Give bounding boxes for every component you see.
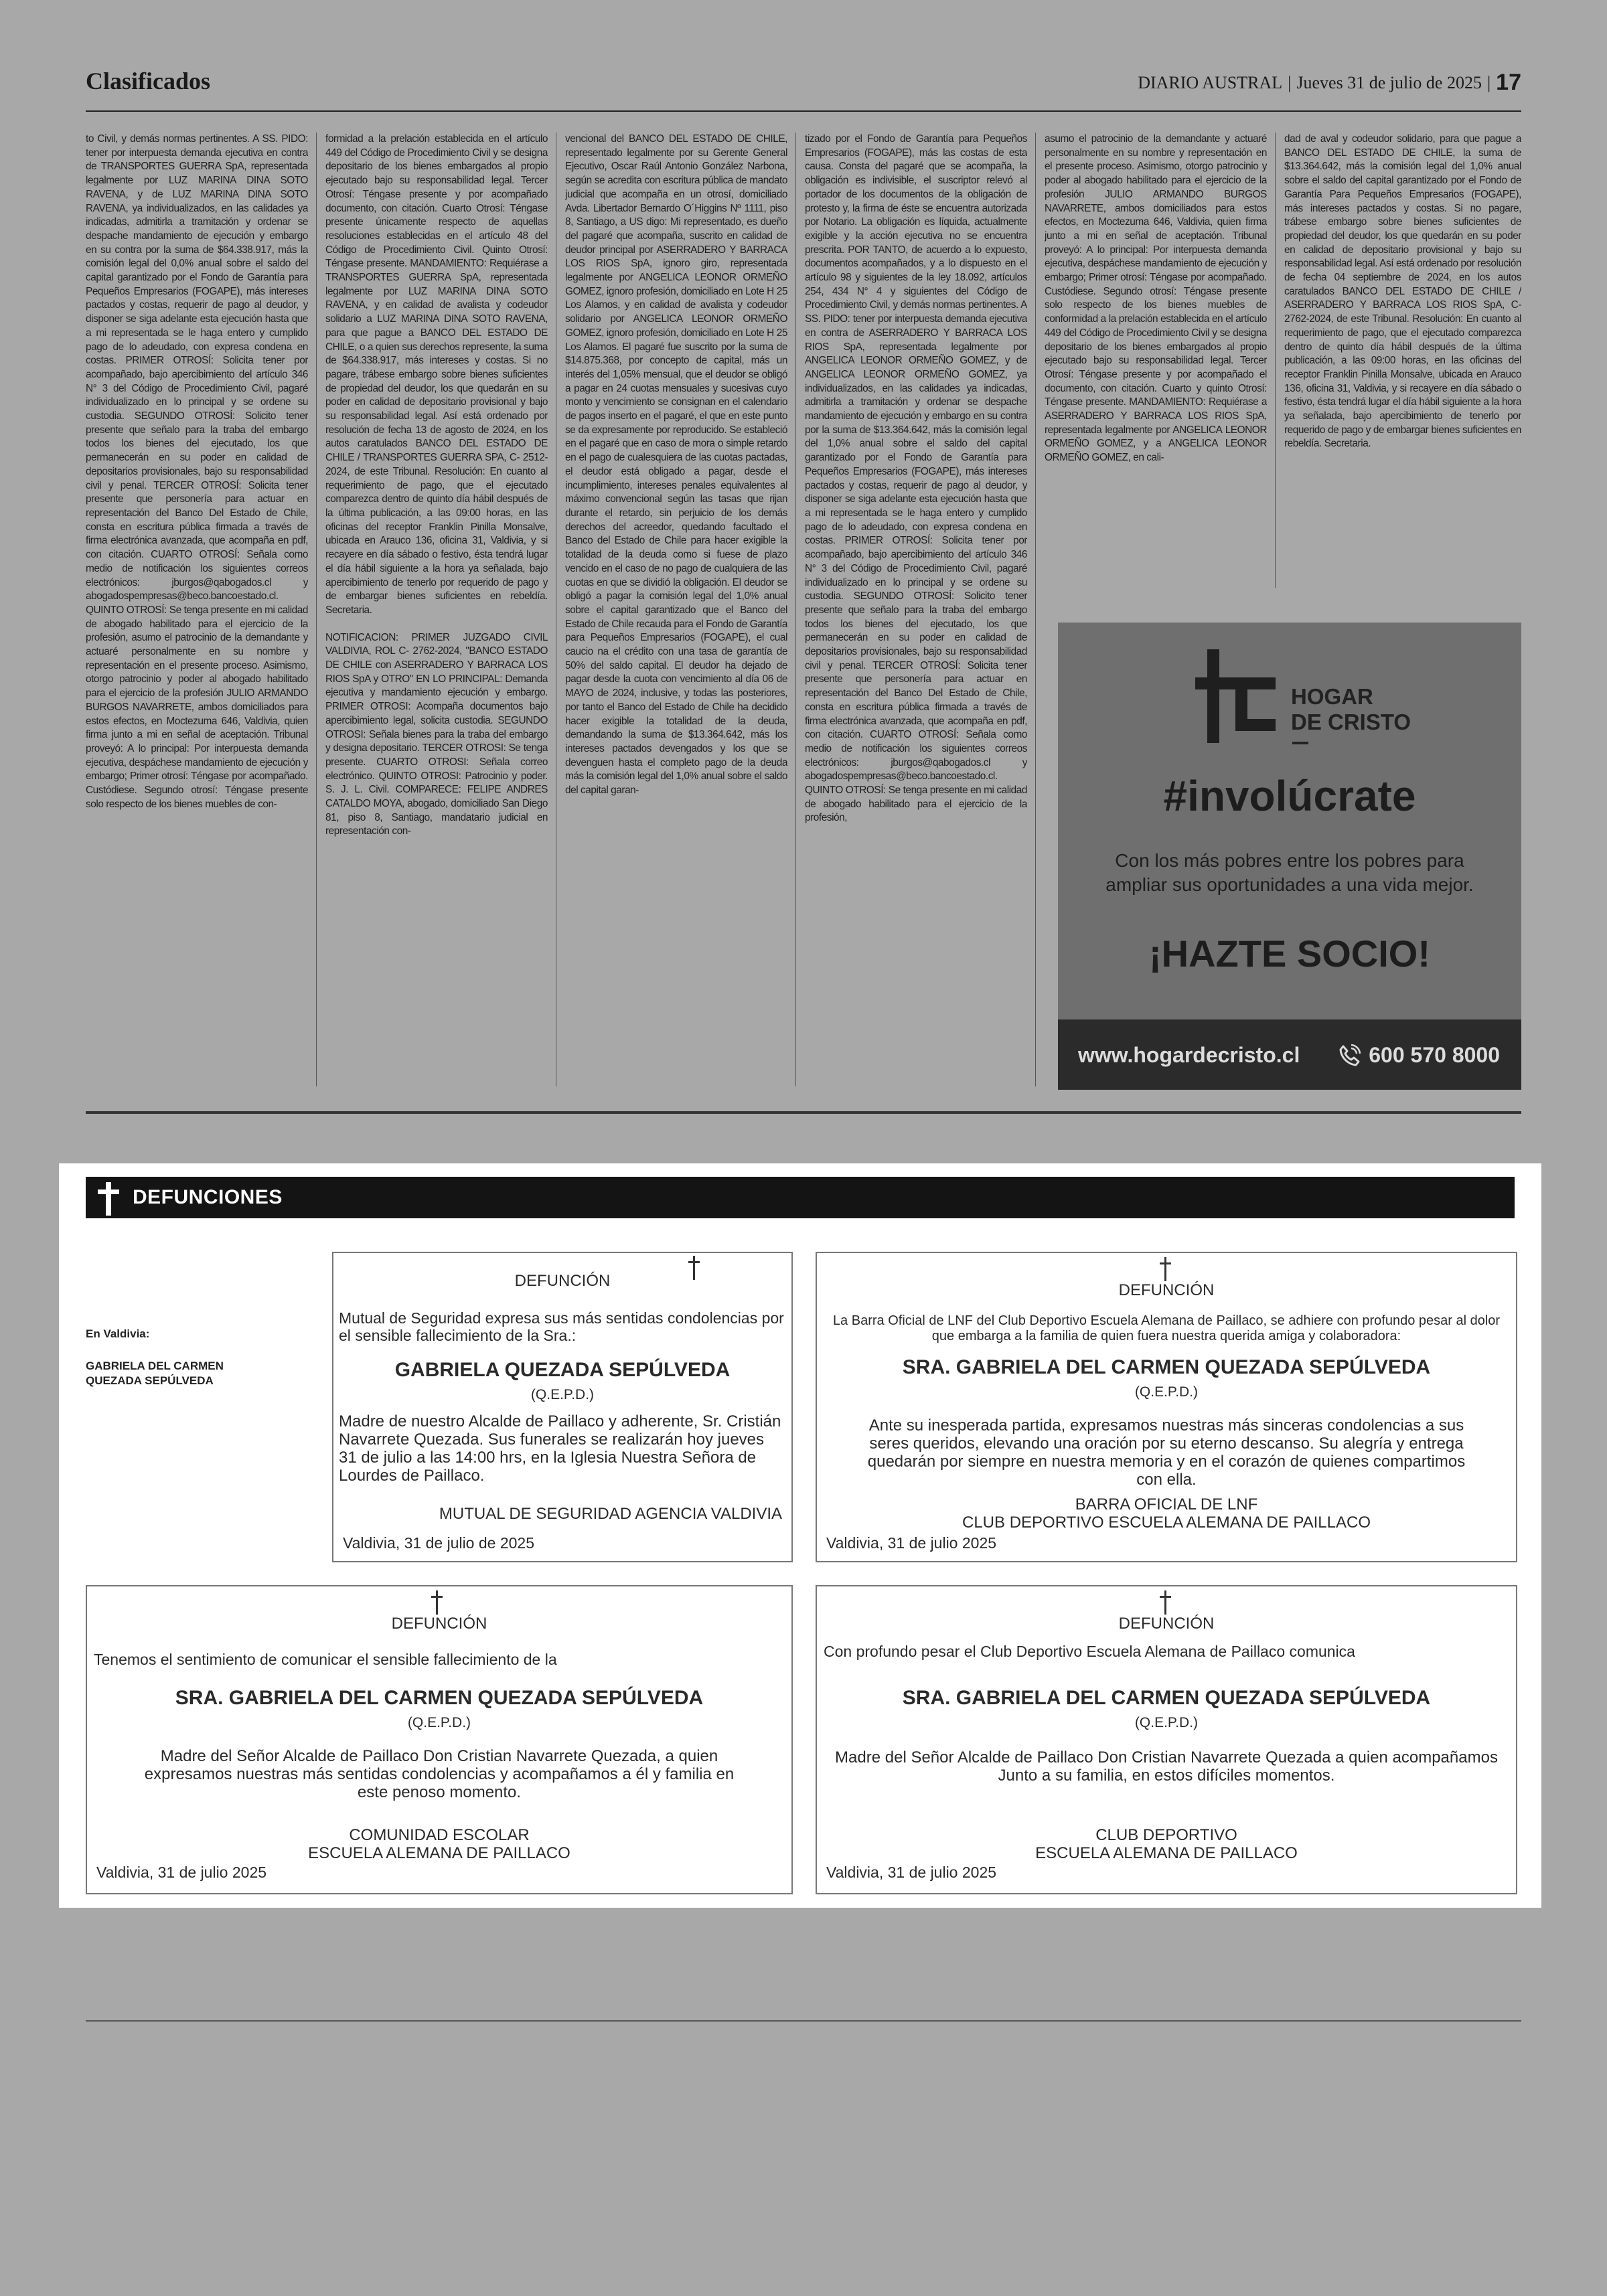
phone-icon <box>1338 1044 1361 1067</box>
card-signature: CLUB DEPORTIVO ESCUELA ALEMANA DE PAILLACO <box>1035 1826 1298 1862</box>
classified-text: asumo el patrocinio de la demandante y actuaré personalmente en su nombre y representación en el presente proceso. Asimismo, otorgo patrocinio y poder al abogado habilitado para el ejercicio de la profesión JULIO ARMANDO BURGOS NAVARRETE, ambos domiciliados para estos efectos, en Moctezuma 646, Valdivia, quien firma junto a mi en señal de aceptación. Tribunal proveyó: A lo principal: Por interpuesta demanda ejecutiva, despáchese mandamiento de ejecución y embargo; Primer otrosí: Téngase por acompañado. Custódiese. Segundo otrosí: Téngase presente solo respecto de los bienes muebles de conformidad a la prelación establecida en el artículo 449 del Código de Procedimiento Civil y se designa depositario de los bienes embargados al propio ejecutado bajo su responsabilidad legal. Tercer Otrosí: Téngase presente y por acompañado el documento, con citación. Cuarto y quinto Otrosí: Téngase presente. MANDAMIENTO: Requiérase a ASERRADERO Y BARRACA LOS RIOS SpA, representada legalmente por ANGELICA LEONOR ORMEÑO GOMEZ, y a ANGELICA LEONOR ORMEÑO GOMEZ, en cali- <box>1045 133 1267 464</box>
obituaries-title: DEFUNCIONES <box>133 1186 283 1208</box>
ad-brand: HOGAR DE CRISTO <box>1291 684 1411 734</box>
card-heading: DEFUNCIÓN <box>391 1615 487 1633</box>
classified-column-6 <box>1284 133 1521 594</box>
column-divider <box>316 133 317 1086</box>
cross-icon <box>95 1181 122 1216</box>
card-date: Valdivia, 31 de julio 2025 <box>96 1864 267 1881</box>
card-intro: La Barra Oficial de LNF del Club Deportivo Escuela Alemana de Paillaco, se adhiere con profundo pesar al dolor que embarga a la familia de quien fuera nuestra querida amiga y colaboradora: <box>832 1313 1501 1343</box>
classified-notice: NOTIFICACION: PRIMER JUZGADO CIVIL VALDIVIA, ROL C- 2762-2024, "BANCO ESTADO DE CHILE con ASERRADERO Y BARRACA LOS RIOS SpA y OTRO" EN LO PRINCIPAL: Demanda ejecutiva y mandamiento ejecución y embargo. PRIMER OTROSI: Acompaña documentos bajo apercibimiento legal, solicita custodia. SEGUNDO OTROSI: Señala bienes para la traba del embargo y designa depositario. TERCER OTROSI: Se tenga presente. CUARTO OTROSI: Señala correo electrónico. QUINTO OTROSI: Patrocinio y poder. S. J. L. Civil. COMPARECE: FELIPE ANDRES CATALDO MOYA, abogado, domiciliado San Diego 81, piso 8, Santiago, mandatario judicial en representación con- <box>325 631 548 837</box>
card-signature: COMUNIDAD ESCOLAR ESCUELA ALEMANA DE PAILLACO <box>308 1826 570 1862</box>
column-divider <box>1275 133 1276 588</box>
obituary-card-comunidad-escolar <box>86 1585 793 1894</box>
ad-website-link[interactable]: www.hogardecristo.cl <box>1078 1043 1300 1067</box>
ad-tagline: Con los más pobres entre los pobres para ampliar sus oportunidades a una vida mejor. <box>1105 850 1474 895</box>
obituaries-header <box>86 1177 1515 1218</box>
card-intro: Mutual de Seguridad expresa sus más sentidas condolencias por el sensible fallecimiento de la Sra.: <box>339 1309 784 1344</box>
column-divider <box>795 133 796 1086</box>
cross-icon <box>1156 1256 1176 1281</box>
card-date: Valdivia, 31 de julio 2025 <box>826 1864 997 1881</box>
card-signature: MUTUAL DE SEGURIDAD AGENCIA VALDIVIA <box>439 1505 782 1523</box>
classified-text: formidad a la prelación establecida en el artículo 449 del Código de Procedimiento Civil y se designa depositario de los bienes embargados al propio ejecutado bajo su responsabilidad legal. Tercer Otrosí: Téngase presente y por acompañado documento, con citación. Cuarto Otrosí: Téngase presente únicamente respecto de aquellas resoluciones establecidas en el artículo 48 del Código de Procedimiento Civil. Quinto Otrosí: Téngase presente. MANDAMIENTO: Requiérase a TRANSPORTES GUERRA SpA, representada legalmente por LUZ MARINA DINA SOTO RAVENA, y en calidad de avalista y codeudor solidario a LUZ MARINA DINA SOTO RAVENA, para que pague a BANCO DEL ESTADO DE CHILE, o a quien sus derechos represente, la suma de $64.338.917, más intereses y costas. Si no pagare, trábese embargo sobre bienes suficientes de propiedad del deudor, los que quedarán en su poder en calidad de depositario provisional y bajo su responsabilidad legal. Así está ordenado por resolución de fecha 13 de agosto de 2024, en los autos caratulados BANCO DEL ESTADO DE CHILE / TRANSPORTES GUERRA SPA, C- 2512-2024, de este Tribunal. Resolución: En cuanto al requerimiento de pago, que el ejecutado comparezca dentro de quinto día hábil después de la última publicación, a las 09:00 horas, en las oficinas del receptor Franklin Pinilla Monsalve, ubicada en Arauco 136, oficina 31, Valdivia, y si recayere en día sábado o festivo, ésta tendrá lugar el día hábil siguiente a la hora ya señalada, bajo apercibimiento de tenerlo por requerido de pago y de embargar bienes suficientes en rebeldía. Secretaria. <box>325 133 548 616</box>
header-rule <box>86 110 1521 112</box>
separator: | <box>1486 72 1491 92</box>
card-heading: DEFUNCIÓN <box>514 1272 611 1290</box>
classified-column-5 <box>1045 133 1267 574</box>
ad-brand-rule <box>1292 742 1308 744</box>
card-body: Ante su inesperada partida, expresamos nuestras más sinceras condolencias a sus seres queridos, elevando una oración por su eterno descanso. Su alegría y entrega quedarán por siempre en nuestra memoria y en el corazón de quienes compartimos con ella. <box>867 1416 1466 1489</box>
classified-column-3 <box>565 133 787 1083</box>
cross-icon <box>427 1589 447 1615</box>
card-qepd: (Q.E.P.D.) <box>1134 1715 1199 1730</box>
card-qepd: (Q.E.P.D.) <box>1134 1384 1199 1400</box>
classified-text: to Civil, y demás normas pertinentes. A SS. PIDO: tener por interpuesta demanda ejecutiva en contra de TRANSPORTES GUERRA SpA, representada legalmente por LUZ MARINA DINA SOTO RAVENA, y de LUZ MARINA DINA SOTO RAVENA, ya individualizados, en las calidades ya indicadas, admitirla a tramitación y ordenar se despache mandamiento de ejecución y embargo en su contra por la suma de $64.338.917, más la comisión legal del 0,0% anual sobre el saldo del capital garantizado por el Fondo de Garantía para Pequeños Empresarios (FOGAPE), más intereses pactados y costas, requerir de pago al deudor, y disponer se siga adelante esta ejecución hasta que a mi representada se le haga entero y cumplido pago de lo adeudado, con expresa condena en costas. PRIMER OTROSÍ: Solicita tener por acompañado, bajo apercibimiento del artículo 346 N° 3 del Código de Procedimiento Civil, pagaré individualizado en lo principal y se ordene su custodia. SEGUNDO OTROSÍ: Solicito tener presente que señalo para la traba del embargo todos los bienes del ejecutado, los que permanecerán en su poder en calidad de depositarios provisionales, bajo su responsabilidad civil y penal. TERCER OTROSÍ: Solicita tener presente que personería para actuar en representación del Banco Del Estado de Chile, consta en escritura pública firmada a través de firma electrónica avanzada, que acompaña en pdf, con citación. CUARTO OTROSÍ: Señala como medio de notificación los siguientes correos electrónicos: jburgos@qabogados.cl y abogadospempresas@beco.bancoestado.cl. QUINTO OTROSÍ: Se tenga presente en mi calidad de abogado habilitado para el ejercicio de la profesión, asumo el patrocinio de la demandante y actuaré personalmente en su nombre y representación en el presente proceso. Asimismo, otorgo patrocinio y poder al abogado habilitado para el ejercicio de la profesión JULIO ARMANDO BURGOS NAVARRETE, ambos domiciliados para estos efectos, en Moctezuma 646, Valdivia, quien firma junto a mi en señal de aceptación. Tribunal proveyó: A lo principal: Por interpuesta demanda ejecutiva, despáchese mandamiento de ejecución y embargo; Primer otrosí: Téngase por acompañado. Custódiese. Segundo otrosí: Téngase presente solo respecto de los bienes muebles de con- <box>86 133 308 810</box>
separator: | <box>1288 72 1292 92</box>
classified-column-4 <box>805 133 1027 1083</box>
classified-column-1 <box>86 133 308 1083</box>
obituary-card-mutual <box>332 1252 793 1562</box>
card-signature: BARRA OFICIAL DE LNF CLUB DEPORTIVO ESCUELA ALEMANA DE PAILLACO <box>962 1495 1371 1532</box>
masthead <box>1138 70 1521 96</box>
obituary-deceased-name: GABRIELA DEL CARMEN QUEZADA SEPÚLVEDA <box>86 1360 224 1387</box>
hogar-de-cristo-logo-icon <box>1195 649 1282 743</box>
card-heading: DEFUNCIÓN <box>1118 1615 1215 1633</box>
card-body: Madre del Señor Alcalde de Paillaco Don Cristian Navarrete Quezada a quien acompañamos Junto a su familia, en estos difíciles momentos. <box>835 1748 1498 1785</box>
column-divider <box>1035 133 1036 1086</box>
card-date: Valdivia, 31 de julio 2025 <box>826 1534 997 1552</box>
section-title: Clasificados <box>86 68 211 94</box>
obituary-card-barra-lnf <box>816 1252 1517 1562</box>
hogar-de-cristo-ad[interactable] <box>1058 623 1521 1090</box>
obituary-card-club-deportivo <box>816 1585 1517 1894</box>
obituaries-section <box>59 1163 1541 1908</box>
classified-text: tizado por el Fondo de Garantía para Pequeños Empresarios (FOGAPE), más las costas de esta causa. Consta del pagaré que se acompaña, la obligación es indivisible, el suscriptor relevó al portador de los documentos de la obligación de protesto y, la firma de éste se encuentra autorizada por Notario. La obligación es líquida, actualmente exigible y la acción ejecutiva no se encuentra prescrita. POR TANTO, de acuerdo a lo expuesto, documentos acompañados, y a lo dispuesto en el artículo 98 y siguientes de la ley 18.092, artículos 254, 434 N° 4 y siguientes del Código de Procedimiento Civil, y demás normas pertinentes. A SS. PIDO: tener por interpuesta demanda ejecutiva en contra de ASERRADERO Y BARRACA LOS RIOS SpA, representada legalmente por ANGELICA LEONOR ORMEÑO GOMEZ, y de ANGELICA LEONOR ORMEÑO GOMEZ, ya individualizados, en las calidades ya indicadas, admitirla a tramitación y ordenar se despache mandamiento de ejecución y embargo en su contra por la suma de $13.364.642, más la comisión legal del 1,0% anual sobre el saldo del capital garantizado por el Fondo de Garantía para Pequeños Empresarios (FOGAPE), más intereses pactados y costas, requerir de pago al deudor, y disponer se siga adelante esta ejecución hasta que a mi representada se le haga entero y cumplido pago de lo adeudado, con expresa condena en costas. PRIMER OTROSÍ: Solicita tener por acompañado, bajo apercibimiento del artículo 346 N° 3 del Código de Procedimiento Civil, pagaré individualizado en lo principal y se ordene su custodia. SEGUNDO OTROSÍ: Solicito tener presente que señalo para la traba del embargo todos los bienes del ejecutado, los que permanecerán en su poder en calidad de depositarios provisionales, bajo su responsabilidad civil y penal. TERCER OTROSÍ: Solicita tener presente que personería para actuar en representación del Banco Del Estado de Chile, consta en escritura pública firmada a través de firma electrónica avanzada, que acompaña en pdf, con citación. CUARTO OTROSÍ: Señala como medio de notificación los siguientes correos electrónicos: jburgos@qabogados.cl y abogadospempresas@beco.bancoestado.cl. QUINTO OTROSÍ: Se tenga presente en mi calidad de abogado habilitado para el ejercicio de la profesión, <box>805 133 1027 824</box>
card-body: Madre de nuestro Alcalde de Paillaco y adherente, Sr. Cristián Navarrete Quezada. Sus funerales se realizarán hoy jueves 31 de julio a las 14:00 hrs, en la Iglesia Nuestra Señora de Lourdes de Paillaco. <box>339 1412 781 1485</box>
classified-column-2 <box>325 133 548 1083</box>
card-deceased-name: SRA. GABRIELA DEL CARMEN QUEZADA SEPÚLVEDA <box>902 1687 1431 1709</box>
card-qepd: (Q.E.P.D.) <box>530 1387 595 1402</box>
footer-rule <box>86 2020 1521 2022</box>
ad-call-to-action[interactable]: ¡HAZTE SOCIO! <box>1149 932 1430 975</box>
card-body: Madre del Señor Alcalde de Paillaco Don Cristian Navarrete Quezada, a quien expresamos nuestras más sentidas condolencias y acompañamos a él y familia en este penoso momento. <box>144 1747 735 1801</box>
ad-hashtag: #involúcrate <box>1163 772 1416 820</box>
card-heading: DEFUNCIÓN <box>1118 1281 1215 1299</box>
page-number: 17 <box>1496 70 1521 95</box>
cross-icon <box>1156 1589 1176 1615</box>
classified-text: dad de aval y codeudor solidario, para que pague a BANCO DEL ESTADO DE CHILE, la suma de $13.364.642, más la comisión legal del 1,0% anual sobre el saldo del capital garantizado por el Fondo de Garantía Para Pequeños Empresarios (FOGAPE), más intereses pactados y costas. Si no pagare, trábese embargo sobre bienes suficientes de propiedad del deudor, los que quedarán en su poder en calidad de depositario provisional y bajo su responsabilidad legal. Así está ordenado por resolución de fecha 04 septiembre de 2024, en los autos caratulados BANCO DEL ESTADO DE CHILE / ASERRADERO Y BARRACA LOS RIOS SpA, C-2762-2024, de este Tribunal. Resolución: En cuanto al requerimiento de pago, que el ejecutado comparezca dentro de quinto día hábil después de la última publicación, a las 09:00 horas, en las oficinas del receptor Franklin Pinilla Monsalve, ubicada en Arauco 136, oficina 31, Valdivia, y si recayere en día sábado o festivo, ésta tendrá lugar el día hábil siguiente a la hora ya señalada, bajo apercibimiento de tenerlo por requerido de pago y de embargar bienes suficientes en rebeldía. Secretaria. <box>1284 133 1521 450</box>
card-deceased-name: SRA. GABRIELA DEL CARMEN QUEZADA SEPÚLVEDA <box>175 1687 704 1709</box>
cross-icon <box>684 1254 704 1280</box>
obituary-place: En Valdivia: <box>86 1327 150 1340</box>
classified-text: vencional del BANCO DEL ESTADO DE CHILE, representado legalmente por su Gerente General Ejecutivo, Oscar Raúl Antonio González Narbona, según se acredita con escritura pública de mandato judicial que acompaña en un otrosí, domiciliado Avda. Libertador Bernardo O´Higgins Nº 1111, piso 8, Santiago, a US digo: Mi representado, es dueño del pagaré que acompaña, suscrito en calidad de deudor principal por ASERRADERO Y BARRACA LOS RIOS SpA, ignoro giro, representada legalmente por ANGELICA LEONOR ORMEÑO GOMEZ, ignoro profesión, domiciliado en Lote H 25 Los Alamos, y en calidad de avalista y codeudor solidario por ANGELICA LEONOR ORMEÑO GOMEZ, ignoro profesión, domiciliado en Lote H 25 Los Alamos. El pagaré fue suscrito por la suma de $14.875.368, por concepto de capital, más un interés del 1,05% mensual, que el deudor se obligó a pagar en 24 cuotas mensuales y sucesivas cuyo monto y vencimiento se consignan en el calendario de pagos inserto en el pagaré, el que en este punto se da expresamente por reproducido. Se estableció en el pagaré que en caso de mora o simple retardo en el pago de cualesquiera de las cuotas pactadas, el deudor está obligado a pagar, desde el incumplimiento, intereses penales equivalentes al máximo convencional según las tasas que rijan durante el retardo, sin perjuicio de los demás derechos del acreedor, quedando facultado el Banco del Estado de Chile para hacer exigible la totalidad de la deuda como si fuese de plazo vencido en el caso de no pago de cualquiera de las cuotas en que se dividió la obligación. El deudor se obligó a pagar la comisión legal del 1,0% anual sobre el capital garantizado que el Banco del Estado de Chile recauda para el Fondo de Garantía para Pequeños Empresarios (FOGAPE), el cual caucio na el crédito con una tasa de garantía de 50% del saldo capital. El deudor ha dejado de pagar desde la cuota con vencimiento al día 06 de MAYO de 2024, inclusive, y todas las posteriores, por tanto el Banco del Estado de Chile ha decidido hacer exigible la totalidad de la deuda, demandando la suma de $13.364.642, más los intereses pactados devengados y los que se devenguen hasta el completo pago de la deuda más la comisión legal del 1,0% anual sobre el saldo del capital garan- <box>565 133 787 797</box>
card-qepd: (Q.E.P.D.) <box>407 1715 471 1730</box>
card-deceased-name: GABRIELA QUEZADA SEPÚLVEDA <box>394 1359 731 1381</box>
ad-phone[interactable] <box>1338 1043 1500 1068</box>
ad-phone-number: 600 570 8000 <box>1369 1043 1500 1067</box>
newspaper-name: DIARIO AUSTRAL <box>1138 72 1283 92</box>
section-rule <box>86 1111 1521 1114</box>
card-intro: Tenemos el sentimiento de comunicar el sensible fallecimiento de la <box>94 1651 557 1668</box>
card-date: Valdivia, 31 de julio de 2025 <box>343 1534 535 1552</box>
publication-date: Jueves 31 de julio de 2025 <box>1296 72 1482 92</box>
card-intro: Con profundo pesar el Club Deportivo Escuela Alemana de Paillaco comunica <box>824 1643 1355 1660</box>
card-deceased-name: SRA. GABRIELA DEL CARMEN QUEZADA SEPÚLVEDA <box>902 1356 1431 1378</box>
